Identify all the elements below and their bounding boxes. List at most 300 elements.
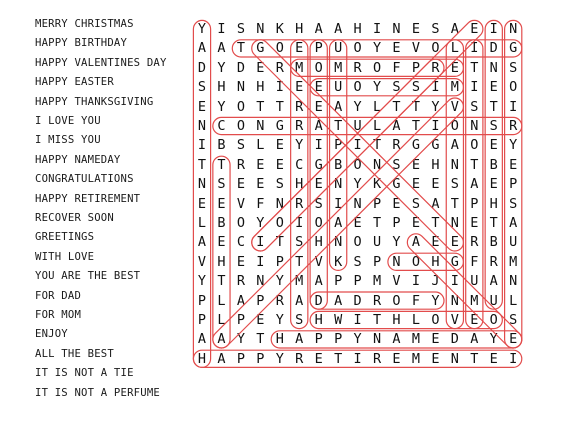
grid-cell[interactable]: M <box>470 292 479 309</box>
grid-cell[interactable]: Y <box>431 98 440 115</box>
grid-cell[interactable]: E <box>450 59 459 76</box>
grid-cell[interactable]: A <box>334 21 343 37</box>
grid-cell[interactable]: N <box>509 21 518 37</box>
grid-cell[interactable]: I <box>509 98 518 115</box>
grid-cell[interactable]: T <box>411 118 420 134</box>
grid-cell[interactable]: C <box>236 234 245 251</box>
grid-cell[interactable]: T <box>411 98 420 115</box>
grid-cell[interactable]: N <box>197 118 207 134</box>
grid-cell[interactable]: E <box>489 176 498 193</box>
grid-cell[interactable]: I <box>372 21 382 37</box>
grid-cell[interactable]: O <box>236 118 245 134</box>
grid-cell[interactable]: I <box>314 137 323 154</box>
grid-cell[interactable]: U <box>334 79 343 96</box>
grid-cell[interactable]: I <box>295 215 304 231</box>
grid-cell[interactable]: P <box>236 312 245 328</box>
grid-cell[interactable]: K <box>275 21 284 37</box>
grid-cell[interactable]: E <box>217 195 226 212</box>
grid-cell[interactable]: E <box>411 21 420 37</box>
grid-cell[interactable]: S <box>509 59 518 76</box>
grid-cell[interactable]: E <box>275 156 284 173</box>
grid-cell[interactable]: H <box>392 312 401 328</box>
grid-cell[interactable]: Y <box>275 312 284 328</box>
grid-cell[interactable]: V <box>450 312 459 328</box>
grid-cell[interactable]: E <box>236 176 245 193</box>
grid-cell[interactable]: D <box>450 331 459 348</box>
grid-cell[interactable]: A <box>334 98 343 115</box>
grid-cell[interactable]: R <box>489 253 498 270</box>
grid-cell[interactable]: I <box>431 79 440 96</box>
grid-cell[interactable]: H <box>217 253 226 270</box>
grid-cell[interactable]: P <box>509 176 518 193</box>
grid-cell[interactable]: P <box>197 292 207 309</box>
grid-cell[interactable]: P <box>256 350 265 367</box>
grid-cell[interactable]: G <box>275 118 284 134</box>
grid-cell[interactable]: I <box>197 137 207 154</box>
grid-cell[interactable]: B <box>489 234 498 251</box>
grid-cell[interactable]: D <box>353 292 362 309</box>
grid-cell[interactable]: E <box>353 215 362 231</box>
grid-cell[interactable]: Y <box>353 98 362 115</box>
grid-cell[interactable]: H <box>197 350 207 367</box>
grid-cell[interactable]: E <box>295 79 304 96</box>
grid-cell[interactable]: E <box>197 98 207 115</box>
grid-cell[interactable]: R <box>275 59 284 76</box>
grid-cell[interactable]: E <box>431 176 440 193</box>
grid-cell[interactable]: Y <box>197 21 207 37</box>
grid-cell[interactable]: M <box>334 59 343 76</box>
grid-cell[interactable]: I <box>489 21 498 37</box>
grid-cell[interactable]: U <box>372 234 382 251</box>
grid-cell[interactable]: P <box>411 59 420 76</box>
grid-cell[interactable]: E <box>295 40 304 57</box>
grid-cell[interactable]: N <box>256 273 265 290</box>
grid-cell[interactable]: T <box>470 350 479 367</box>
grid-cell[interactable]: F <box>470 253 479 270</box>
grid-cell[interactable]: S <box>197 79 207 96</box>
grid-cell[interactable]: Y <box>489 331 498 348</box>
grid-cell[interactable]: R <box>275 292 284 309</box>
grid-cell[interactable]: E <box>256 312 265 328</box>
grid-cell[interactable]: R <box>372 292 382 309</box>
grid-cell[interactable]: U <box>353 118 362 134</box>
grid-cell[interactable]: B <box>217 137 226 154</box>
grid-cell[interactable]: T <box>489 98 498 115</box>
grid-cell[interactable]: N <box>334 176 343 193</box>
grid-cell[interactable]: A <box>197 234 207 251</box>
grid-cell[interactable]: M <box>509 253 518 270</box>
grid-cell[interactable]: H <box>314 234 323 251</box>
grid-cell[interactable]: R <box>353 59 362 76</box>
grid-cell[interactable]: T <box>295 253 304 270</box>
grid-cell[interactable]: H <box>217 79 226 96</box>
grid-cell[interactable]: A <box>450 21 459 37</box>
grid-cell[interactable]: O <box>431 40 440 57</box>
grid-cell[interactable]: R <box>295 195 304 212</box>
grid-cell[interactable]: G <box>450 253 459 270</box>
grid-cell[interactable]: T <box>256 331 265 348</box>
grid-cell[interactable]: Y <box>217 59 226 76</box>
grid-cell[interactable]: I <box>411 273 420 290</box>
grid-cell[interactable]: R <box>295 118 304 134</box>
grid-cell[interactable]: C <box>295 156 304 173</box>
grid-cell[interactable]: R <box>295 350 304 367</box>
grid-cell[interactable]: P <box>334 273 343 290</box>
grid-cell[interactable]: B <box>334 156 343 173</box>
grid-cell[interactable]: O <box>353 156 362 173</box>
grid-cell[interactable]: T <box>217 273 226 290</box>
grid-cell[interactable]: A <box>334 215 343 231</box>
grid-cell[interactable]: E <box>431 234 440 251</box>
grid-cell[interactable]: M <box>372 273 382 290</box>
grid-cell[interactable]: A <box>197 331 207 348</box>
grid-cell[interactable]: Y <box>295 137 304 154</box>
grid-cell[interactable]: M <box>450 79 459 96</box>
grid-cell[interactable]: E <box>256 156 265 173</box>
grid-cell[interactable]: S <box>236 21 245 37</box>
grid-cell[interactable]: Y <box>509 137 518 154</box>
grid-cell[interactable]: H <box>489 195 498 212</box>
grid-cell[interactable]: I <box>275 79 284 96</box>
grid-cell[interactable]: P <box>334 137 343 154</box>
grid-cell[interactable]: D <box>236 59 245 76</box>
grid-cell[interactable]: P <box>372 195 382 212</box>
grid-cell[interactable]: Y <box>236 331 245 348</box>
grid-cell[interactable]: E <box>489 79 498 96</box>
grid-cell[interactable]: V <box>411 40 420 57</box>
grid-cell[interactable]: V <box>236 195 245 212</box>
grid-cell[interactable]: E <box>314 98 323 115</box>
grid-cell[interactable]: A <box>334 292 343 309</box>
grid-cell[interactable]: G <box>392 176 401 193</box>
grid-cell[interactable]: N <box>197 176 207 193</box>
grid-cell[interactable]: P <box>197 312 207 328</box>
grid-cell[interactable]: N <box>489 59 498 76</box>
grid-cell[interactable]: E <box>411 156 420 173</box>
grid-cell[interactable]: R <box>295 98 304 115</box>
grid-cell[interactable]: O <box>450 118 459 134</box>
grid-cell[interactable]: Y <box>372 40 382 57</box>
grid-cell[interactable]: O <box>236 215 245 231</box>
grid-cell[interactable]: F <box>411 292 420 309</box>
grid-cell[interactable]: L <box>509 292 518 309</box>
grid-cell[interactable]: P <box>334 331 343 348</box>
grid-cell[interactable]: D <box>489 40 498 57</box>
grid-cell[interactable]: E <box>470 215 479 231</box>
grid-cell[interactable]: U <box>334 40 343 57</box>
grid-cell[interactable]: S <box>450 176 459 193</box>
grid-cell[interactable]: E <box>411 176 420 193</box>
grid-cell[interactable]: E <box>470 312 479 328</box>
grid-cell[interactable]: K <box>372 176 382 193</box>
grid-cell[interactable]: T <box>197 156 207 173</box>
grid-cell[interactable]: H <box>431 253 440 270</box>
grid-cell[interactable]: O <box>353 234 362 251</box>
grid-cell[interactable]: A <box>217 350 226 367</box>
grid-cell[interactable]: N <box>450 215 459 231</box>
grid-cell[interactable]: S <box>314 195 323 212</box>
grid-cell[interactable]: A <box>236 292 245 309</box>
grid-cell[interactable]: I <box>334 195 343 212</box>
grid-cell[interactable]: S <box>295 234 304 251</box>
grid-cell[interactable]: I <box>217 21 226 37</box>
grid-cell[interactable]: L <box>217 292 226 309</box>
grid-cell[interactable]: L <box>197 215 207 231</box>
grid-cell[interactable]: V <box>314 253 323 270</box>
grid-cell[interactable]: Y <box>392 234 401 251</box>
grid-cell[interactable]: N <box>334 234 343 251</box>
grid-cell[interactable]: T <box>372 312 382 328</box>
grid-cell[interactable]: I <box>470 40 479 57</box>
grid-cell[interactable]: A <box>509 215 518 231</box>
grid-cell[interactable]: E <box>509 156 518 173</box>
grid-cell[interactable]: V <box>197 253 207 270</box>
grid-cell[interactable]: P <box>353 273 362 290</box>
grid-cell[interactable]: E <box>392 40 401 57</box>
grid-cell[interactable]: S <box>392 79 401 96</box>
grid-cell[interactable]: O <box>353 40 362 57</box>
grid-cell[interactable]: A <box>295 331 304 348</box>
grid-cell[interactable]: L <box>217 312 226 328</box>
grid-cell[interactable]: N <box>236 79 245 96</box>
grid-cell[interactable]: G <box>411 137 420 154</box>
grid-cell[interactable]: S <box>217 176 226 193</box>
grid-cell[interactable]: O <box>275 215 284 231</box>
grid-cell[interactable]: N <box>392 253 401 270</box>
grid-cell[interactable]: O <box>411 253 420 270</box>
grid-cell[interactable]: H <box>295 21 304 37</box>
grid-cell[interactable]: R <box>470 234 479 251</box>
grid-cell[interactable]: F <box>256 195 265 212</box>
grid-cell[interactable]: A <box>470 331 479 348</box>
grid-cell[interactable]: E <box>217 234 226 251</box>
grid-cell[interactable]: E <box>392 195 401 212</box>
grid-cell[interactable]: N <box>353 195 362 212</box>
grid-cell[interactable]: O <box>470 137 479 154</box>
grid-cell[interactable]: Y <box>275 350 284 367</box>
grid-cell[interactable]: T <box>392 98 401 115</box>
grid-cell[interactable]: E <box>431 331 440 348</box>
grid-cell[interactable]: E <box>314 350 323 367</box>
grid-cell[interactable]: T <box>334 118 343 134</box>
grid-cell[interactable]: O <box>372 59 382 76</box>
grid-cell[interactable]: L <box>256 137 265 154</box>
grid-cell[interactable]: Y <box>372 79 382 96</box>
grid-cell[interactable]: J <box>431 273 440 290</box>
grid-cell[interactable]: A <box>295 292 304 309</box>
grid-cell[interactable]: P <box>470 195 479 212</box>
grid-cell[interactable]: I <box>509 350 518 367</box>
grid-cell[interactable]: Y <box>217 98 226 115</box>
grid-cell[interactable]: A <box>217 40 226 57</box>
grid-cell[interactable]: H <box>431 156 440 173</box>
grid-cell[interactable]: O <box>431 312 440 328</box>
grid-cell[interactable]: E <box>275 137 284 154</box>
grid-cell[interactable]: E <box>314 176 323 193</box>
grid-cell[interactable]: I <box>353 312 362 328</box>
grid-cell[interactable]: R <box>392 137 401 154</box>
grid-cell[interactable]: Y <box>275 273 284 290</box>
grid-cell[interactable]: N <box>256 21 265 37</box>
grid-cell[interactable]: N <box>372 331 382 348</box>
grid-cell[interactable]: D <box>197 59 207 76</box>
grid-cell[interactable]: S <box>236 137 245 154</box>
grid-cell[interactable]: Y <box>197 273 207 290</box>
grid-cell[interactable]: U <box>470 273 479 290</box>
grid-cell[interactable]: F <box>392 59 401 76</box>
grid-cell[interactable]: C <box>217 118 226 134</box>
grid-cell[interactable]: T <box>372 215 382 231</box>
grid-cell[interactable]: B <box>489 156 498 173</box>
grid-cell[interactable]: P <box>372 253 382 270</box>
grid-cell[interactable]: A <box>470 176 479 193</box>
grid-cell[interactable]: B <box>217 215 226 231</box>
grid-cell[interactable]: K <box>334 253 343 270</box>
grid-cell[interactable]: S <box>411 195 420 212</box>
grid-cell[interactable]: T <box>450 195 459 212</box>
grid-cell[interactable]: N <box>450 292 459 309</box>
grid-cell[interactable]: G <box>256 40 265 57</box>
grid-cell[interactable]: I <box>256 253 265 270</box>
grid-cell[interactable]: T <box>334 350 343 367</box>
grid-cell[interactable]: A <box>450 137 459 154</box>
grid-cell[interactable]: N <box>392 21 401 37</box>
grid-cell[interactable]: I <box>353 137 362 154</box>
grid-cell[interactable]: A <box>197 40 207 57</box>
grid-cell[interactable]: S <box>509 195 518 212</box>
grid-cell[interactable]: E <box>197 195 207 212</box>
grid-cell[interactable]: H <box>353 21 362 37</box>
grid-cell[interactable]: R <box>431 59 440 76</box>
grid-cell[interactable]: M <box>411 331 420 348</box>
grid-cell[interactable]: O <box>236 98 245 115</box>
grid-cell[interactable]: L <box>411 312 420 328</box>
grid-cell[interactable]: H <box>295 176 304 193</box>
grid-cell[interactable]: S <box>275 176 284 193</box>
grid-cell[interactable]: A <box>392 331 401 348</box>
grid-cell[interactable]: H <box>314 312 323 328</box>
grid-cell[interactable]: A <box>217 331 226 348</box>
grid-cell[interactable]: P <box>314 331 323 348</box>
grid-cell[interactable]: A <box>314 118 323 134</box>
grid-cell[interactable]: O <box>275 40 284 57</box>
grid-cell[interactable]: G <box>509 40 518 57</box>
grid-cell[interactable]: N <box>275 195 284 212</box>
grid-cell[interactable]: T <box>372 137 382 154</box>
grid-cell[interactable]: S <box>411 79 420 96</box>
grid-cell[interactable]: O <box>509 79 518 96</box>
grid-cell[interactable]: O <box>392 292 401 309</box>
grid-cell[interactable]: G <box>431 137 440 154</box>
grid-cell[interactable]: V <box>450 98 459 115</box>
grid-cell[interactable]: G <box>314 156 323 173</box>
grid-cell[interactable]: A <box>411 234 420 251</box>
grid-cell[interactable]: E <box>256 59 265 76</box>
grid-cell[interactable]: L <box>450 40 459 57</box>
grid-cell[interactable]: A <box>314 21 323 37</box>
grid-cell[interactable]: E <box>411 215 420 231</box>
grid-cell[interactable]: Y <box>431 292 440 309</box>
grid-cell[interactable]: E <box>489 137 498 154</box>
grid-cell[interactable]: R <box>236 156 245 173</box>
grid-cell[interactable]: T <box>275 234 284 251</box>
grid-cell[interactable]: H <box>256 79 265 96</box>
grid-cell[interactable]: D <box>314 292 323 309</box>
grid-cell[interactable]: Y <box>353 331 362 348</box>
grid-cell[interactable]: I <box>256 234 265 251</box>
grid-cell[interactable]: I <box>470 79 479 96</box>
grid-cell[interactable]: S <box>295 312 304 328</box>
grid-cell[interactable]: E <box>509 331 518 348</box>
grid-cell[interactable]: V <box>392 273 401 290</box>
grid-cell[interactable]: T <box>236 40 245 57</box>
grid-cell[interactable]: P <box>256 292 265 309</box>
grid-cell[interactable]: I <box>450 273 459 290</box>
grid-cell[interactable]: T <box>470 156 479 173</box>
grid-cell[interactable]: N <box>256 118 265 134</box>
grid-cell[interactable]: N <box>372 156 382 173</box>
grid-cell[interactable]: U <box>489 292 498 309</box>
grid-cell[interactable]: M <box>295 273 304 290</box>
grid-cell[interactable]: N <box>470 118 479 134</box>
grid-cell[interactable]: A <box>489 273 498 290</box>
grid-cell[interactable]: E <box>314 79 323 96</box>
grid-cell[interactable]: E <box>236 253 245 270</box>
grid-cell[interactable]: P <box>236 350 245 367</box>
grid-cell[interactable]: E <box>256 176 265 193</box>
grid-cell[interactable]: T <box>275 98 284 115</box>
grid-cell[interactable]: N <box>450 350 459 367</box>
grid-cell[interactable]: R <box>372 350 382 367</box>
grid-cell[interactable]: P <box>314 40 323 57</box>
grid-cell[interactable]: P <box>392 215 401 231</box>
grid-cell[interactable]: T <box>431 215 440 231</box>
grid-cell[interactable]: S <box>392 156 401 173</box>
grid-cell[interactable]: I <box>431 118 440 134</box>
grid-cell[interactable]: I <box>353 350 362 367</box>
grid-cell[interactable]: E <box>489 350 498 367</box>
grid-cell[interactable]: R <box>509 118 518 134</box>
grid-cell[interactable]: O <box>353 79 362 96</box>
grid-cell[interactable]: S <box>509 312 518 328</box>
grid-cell[interactable]: O <box>314 59 323 76</box>
grid-cell[interactable]: Y <box>256 215 265 231</box>
grid-cell[interactable]: E <box>431 350 440 367</box>
grid-cell[interactable]: L <box>372 118 382 134</box>
grid-cell[interactable]: H <box>275 331 284 348</box>
grid-cell[interactable]: N <box>450 156 459 173</box>
grid-cell[interactable]: T <box>256 98 265 115</box>
grid-cell[interactable]: L <box>372 98 382 115</box>
grid-cell[interactable]: E <box>392 350 401 367</box>
grid-cell[interactable]: U <box>509 234 518 251</box>
grid-cell[interactable]: N <box>509 273 518 290</box>
grid-cell[interactable]: T <box>489 215 498 231</box>
grid-cell[interactable]: E <box>470 21 479 37</box>
grid-cell[interactable]: T <box>470 59 479 76</box>
grid-cell[interactable]: A <box>314 273 323 290</box>
grid-cell[interactable]: P <box>275 253 284 270</box>
grid-cell[interactable]: S <box>431 21 440 37</box>
grid-cell[interactable]: A <box>431 195 440 212</box>
grid-cell[interactable]: W <box>334 312 343 328</box>
grid-cell[interactable]: R <box>236 273 245 290</box>
grid-cell[interactable]: T <box>217 156 226 173</box>
grid-cell[interactable]: M <box>411 350 420 367</box>
grid-cell[interactable]: A <box>392 118 401 134</box>
grid-cell[interactable]: O <box>489 312 498 328</box>
grid-cell[interactable]: Y <box>353 176 362 193</box>
